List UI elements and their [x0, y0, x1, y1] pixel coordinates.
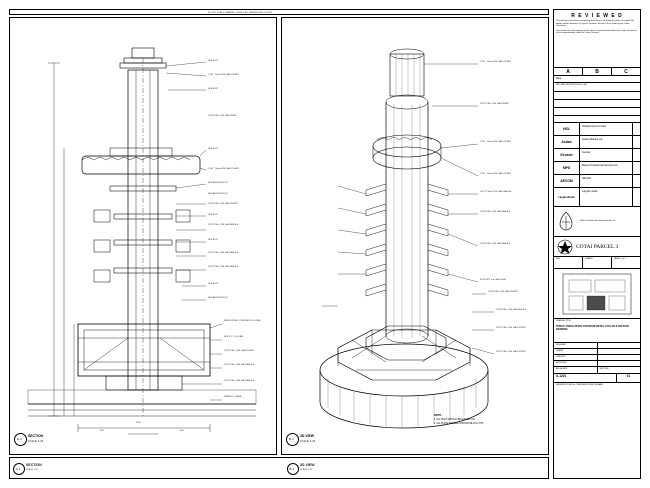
left-callout-2: M16 BOLT [208, 88, 219, 90]
date-row [554, 76, 640, 83]
date-value: SEP 2009 [599, 368, 609, 370]
signoff-value-3[interactable] [598, 361, 641, 366]
project-logo-row [554, 237, 640, 257]
left-callout-8: CFP/TPSxx THK GALV.PLATE [208, 203, 238, 205]
signoff-label-0: DESIGNED [554, 343, 598, 348]
right-callout-4: L25*25*5mm THK GALV.ANGLE [480, 191, 512, 193]
left-callout-13: CFP/TPSxx THK GALV.ANGLE [208, 266, 239, 268]
project-logo-text: COTAI PARCEL 3 [576, 243, 619, 250]
consultant-box-1 [632, 136, 640, 148]
key-plan [554, 269, 640, 319]
left-callout-6: M16 ANCHOR BOLT [208, 182, 229, 184]
left-callout-20: CFP/TPSxx THK GALV.ANGLE [224, 380, 255, 382]
right-callout-9: CFP/TPSxx THK GALV.ANGLE [496, 309, 527, 311]
scale-date-row [554, 367, 640, 374]
consultant-logo-1: Aedas [554, 136, 580, 148]
signoff-label-3: APPROVED [554, 361, 598, 366]
left-view-ref-text: A-1 [17, 437, 22, 441]
top-strip-text: DO NOT SCALE DRAWING. VERIFY ALL DIMENSIONS ON SITE [208, 11, 273, 14]
right-callout-3: 2 NO. *50mmTHK GALV.PLATE [480, 173, 511, 175]
consultant-logo-3: MPS [554, 162, 580, 174]
project-emblem-icon [557, 239, 573, 255]
consultant-row-2 [554, 149, 640, 162]
consultant-box-3 [632, 162, 640, 174]
consultant-logo-5: LangtonSuah [554, 188, 580, 206]
consultant-name-3: Marcus Professional Services Ltd. [582, 163, 619, 167]
bottom-note-row [554, 383, 640, 391]
rev-col-c[interactable]: C [624, 68, 628, 75]
rev-value: 01 [626, 374, 631, 378]
project-panel-label: PANEL 1 of 1 [614, 258, 626, 260]
rev-col-b[interactable]: B [583, 68, 612, 75]
right-view-panel [281, 17, 549, 455]
scale-value: AS SHOWN [554, 367, 598, 373]
consultant-row-3 [554, 162, 640, 175]
left-callout-3: CFP/TPSxx THK GALV.SHIM [208, 115, 237, 117]
right-view-ref-text: B-1 [289, 437, 294, 441]
signoff-value-2[interactable] [598, 355, 641, 360]
right-callout-2: 2 NO. *50mmTHK GALV.PLATE [480, 141, 511, 143]
consultant-row-4 [554, 175, 640, 188]
right-callout-11: CFP/TPSxx THK GALV.PLATE [496, 351, 526, 353]
key-plan-icon [561, 272, 633, 316]
revision-note: REV. DATE DESCRIPTION BY CHK [556, 84, 587, 86]
review-stamp-footer: This document is the property of the above mentioned and reflects the Trade Contractor of his responsibilities under the Trade Contract. [556, 29, 637, 35]
left-callout-15: M16 ANCHOR BOLT [208, 297, 229, 299]
left-callout-11: M16 BOLT [208, 239, 219, 241]
project-ref-row [554, 257, 640, 269]
review-stamp [554, 10, 640, 68]
review-stamp-body: This document has been reviewed by the relevant Consultant(s) and is accepted. No liability and/or referral to a Project Procedure Section 5.4 for action by the Trade Contractor. [556, 20, 634, 28]
right-callout-8: CFP/TPSxx THK GALV.PLATE [488, 291, 518, 293]
contractor-logo-icon [557, 211, 575, 233]
revision-header [554, 68, 640, 76]
consultant-row-0 [554, 123, 640, 136]
notes-title: NOTE : [434, 414, 443, 417]
left-callout-0: M16 BOLT [208, 60, 219, 62]
left-callout-7: M16 ANCHOR BOLT [208, 193, 229, 195]
bottom-right-ref: B-1 [289, 466, 295, 471]
date-label: Date : [556, 77, 563, 80]
consultant-logo-4: AECOM [554, 175, 580, 187]
bottom-note: REFERENCE DWG No. / REFERENCE DWG FILE NAME [556, 384, 603, 386]
left-view-title: SECTION [28, 434, 44, 438]
signoff-label-2: CHECKED [554, 355, 598, 360]
left-dim-2: 600 [180, 430, 184, 432]
left-callout-22: 40MM R.C. BASE [224, 396, 242, 398]
dwg-no-row [554, 374, 640, 383]
consultant-name-2: Gensler [582, 150, 591, 154]
section-drawing [10, 18, 276, 454]
consultant-row-5 [554, 188, 640, 207]
revision-table [554, 83, 640, 123]
left-callout-5: 2 NO. *50mmTHK GALV.PLATE [208, 168, 239, 170]
contractor-row [554, 207, 640, 237]
left-callout-16: REINFORCED CONCRETE COLUMN [224, 320, 261, 322]
dwg-no-value: S-1201 [554, 374, 617, 382]
left-callout-4: M16 BOLT [208, 148, 219, 150]
left-callout-1: 2 NO. *50mmTHK GALV.PLATE [208, 74, 239, 76]
consultant-name-5: Langdon Seah [582, 189, 598, 193]
left-callout-19: CFP/TPSxx THK GALV.ANGLE [224, 364, 255, 366]
left-view-panel [9, 17, 277, 455]
consultant-name-1: Aedas (Macau) Ltd. [582, 137, 603, 141]
consultant-logo-0: HSL [554, 123, 580, 135]
drawing-title-label: DRAWING TITLE [556, 320, 571, 322]
review-stamp-title: R E V I E W E D [571, 13, 623, 19]
left-callout-12: CFP/TPSxx THK GALV.ANGLE [208, 252, 239, 254]
bottom-left-scale: SCALE 1:25 [26, 469, 39, 471]
bottom-right-title: 3D VIEW [300, 463, 315, 467]
bottom-strip [9, 457, 549, 479]
rev-col-a[interactable]: A [554, 68, 583, 75]
consultant-box-4 [632, 175, 640, 187]
drawing-title-text: PUBLIC CIRCULATION, FOUNTAIN DETAIL 24 PLAN & SECTION DRAWING [556, 325, 629, 332]
left-callout-9: M16 BOLT [208, 214, 219, 216]
right-view-scale: SCALE 1:25 [300, 440, 316, 443]
title-block [553, 9, 641, 479]
note-1: 1. ALL BOLT SHOULD BE M16 GR. 8.8. [434, 419, 476, 421]
left-dim-0: 1200 [136, 422, 141, 424]
bottom-right-scale: SCALE 1:25 [300, 469, 313, 471]
note-2: 2. ALL PLATE WELDED SHOULD BE 6mm THK. [434, 423, 485, 425]
bottom-left-title: SECTION [26, 463, 42, 467]
drawing-title-row [554, 319, 640, 343]
consultant-logo-2: Gensler [554, 149, 580, 161]
left-view-scale: SCALE 1:25 [28, 440, 44, 443]
left-dim-1: 900 [100, 430, 104, 432]
right-callout-0: 2 NO. *50mmTHK GALV.PLATE [480, 61, 511, 63]
right-callout-1: CFP/TPSxx THK GALV.SHIM [480, 103, 509, 105]
consultant-name-0: Howdan Direct Limited [582, 124, 607, 128]
consultant-box-0 [632, 123, 640, 135]
left-callout-10: CFP/TPSxx THK GALV.ANGLE [208, 224, 239, 226]
project-drawn-label: DRAWN [583, 257, 612, 268]
consultant-name-4: AECOM [582, 176, 591, 180]
signoff-value-1[interactable] [598, 349, 641, 354]
left-callout-14: M16 BOLT [208, 283, 219, 285]
right-callout-6: CFP/TPSxx THK GALV.ANGLE [480, 243, 511, 245]
contractor-label: Paiko Construction International Ltd. [580, 219, 616, 222]
consultant-box-5 [632, 188, 640, 206]
right-view-title: 3D VIEW [300, 434, 314, 438]
consultant-row-1 [554, 136, 640, 149]
left-callout-18: CFP/TPSxx THK GALV.PLATE [224, 350, 254, 352]
left-callout-17: M20 R.C. COLUMN [224, 336, 244, 338]
signoff-value-0[interactable] [598, 343, 641, 348]
right-callout-10: CFP/TPSxx THK GALV.PLATE [496, 327, 526, 329]
top-strip [9, 9, 549, 15]
bottom-left-ref: A-1 [15, 466, 21, 471]
right-callout-7: SUPPORT arm GALV.RHS [480, 279, 506, 281]
right-callout-5: CFP/TPSxx THK GALV.ANGLE [480, 211, 511, 213]
consultant-box-2 [632, 149, 640, 161]
isometric-drawing [282, 18, 548, 454]
project-ref-label: REF [554, 257, 583, 268]
signoff-label-1: DRAWN [554, 349, 598, 354]
